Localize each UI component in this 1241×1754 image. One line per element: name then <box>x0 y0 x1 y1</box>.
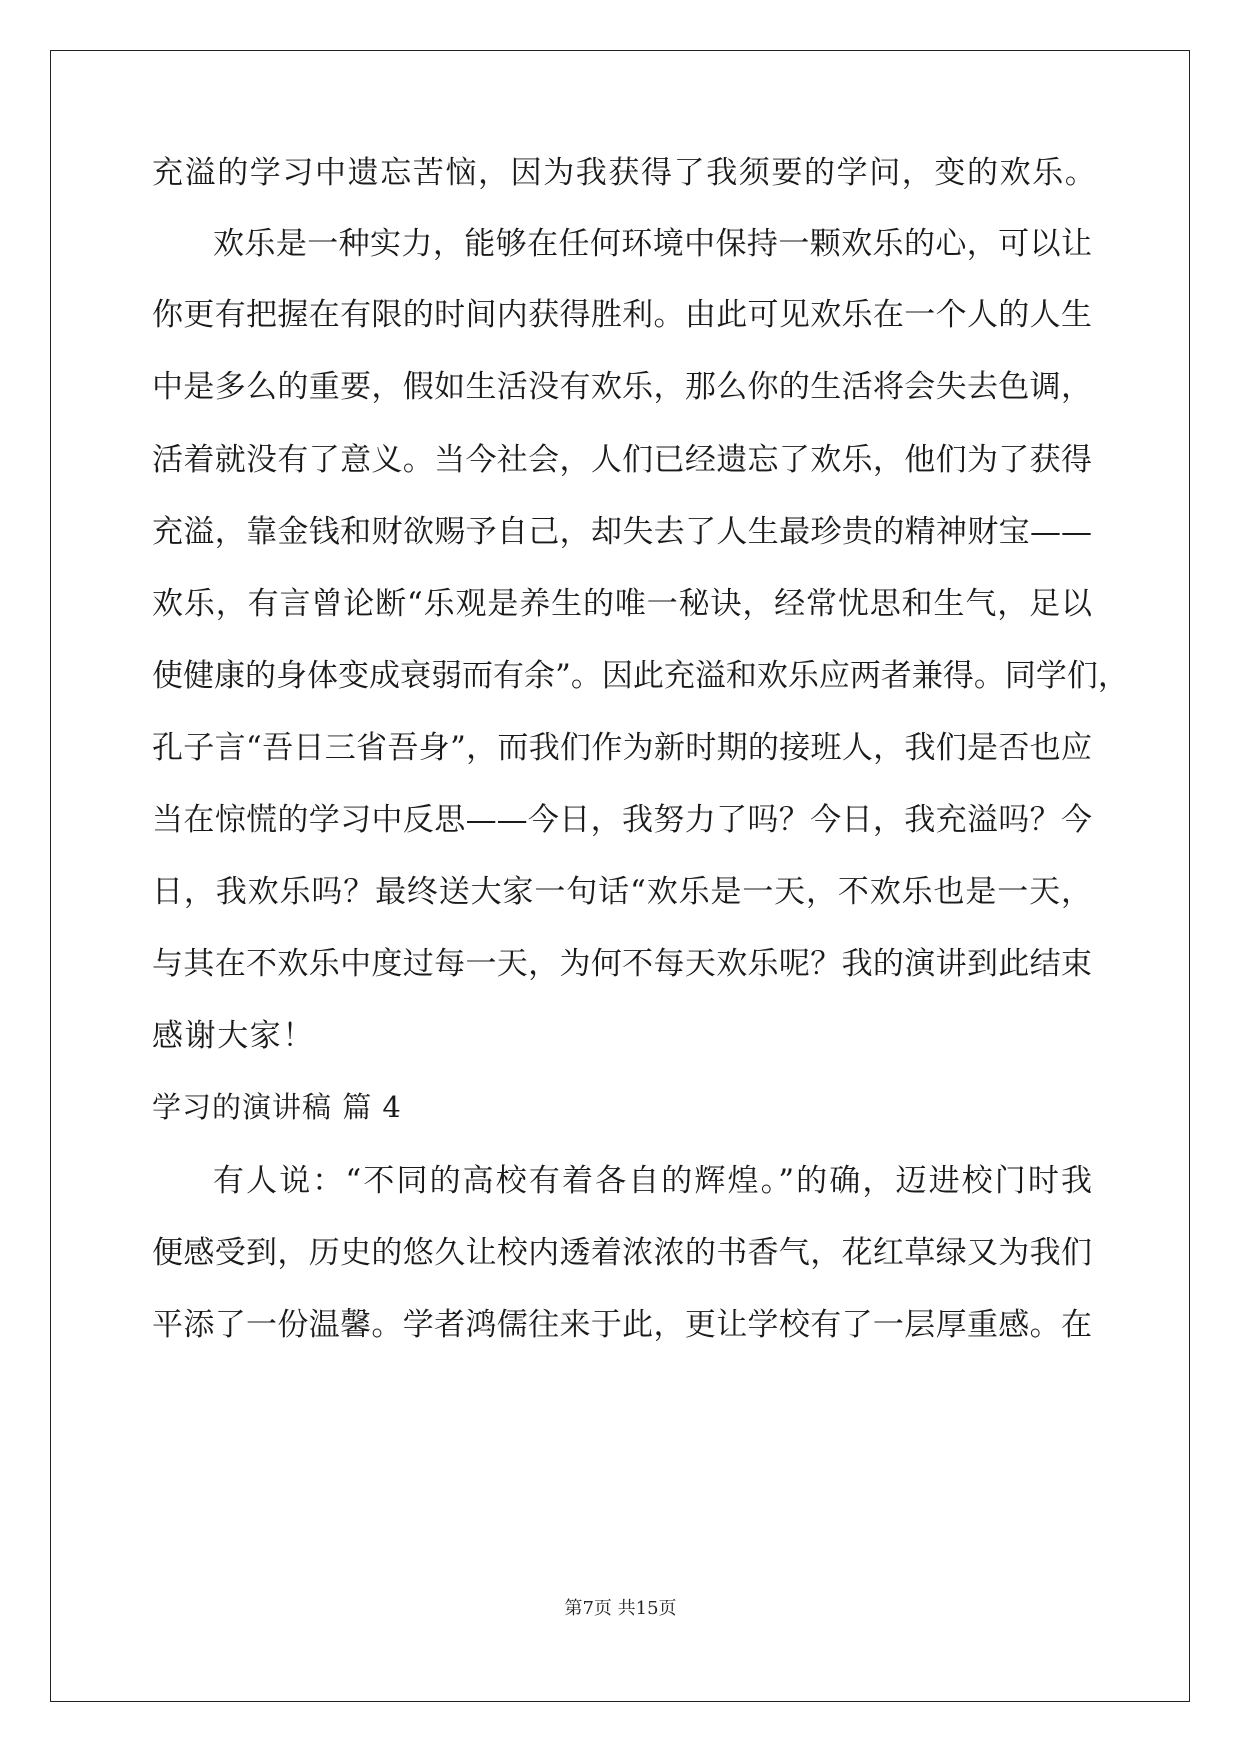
text-line: 充溢的学习中遗忘苦恼，因为我获得了我须要的学问，变的欢乐。 <box>152 155 1098 191</box>
text-line: 有人说：“不同的高校有着各自的辉煌。”的确，迈进校门时我 <box>213 1163 1092 1199</box>
text-line: 欢乐是一种实力，能够在任何环境中保持一颗欢乐的心，可以让 <box>213 226 1092 262</box>
text-line: 平添了一份温馨。学者鸿儒往来于此，更让学校有了一层厚重感。在 <box>152 1307 1092 1343</box>
text-line: 你更有把握在有限的时间内获得胜利。由此可见欢乐在一个人的人生 <box>152 297 1092 333</box>
text-line: 感谢大家！ <box>152 1018 315 1054</box>
text-line: 活着就没有了意义。当今社会，人们已经遗忘了欢乐，他们为了获得 <box>152 442 1092 478</box>
text-line: 当在惊慌的学习中反思——今日，我努力了吗？今日，我充溢吗？今 <box>152 802 1092 838</box>
page-number-footer: 第7页 共15页 <box>564 1598 677 1619</box>
text-line: 与其在不欢乐中度过每一天，为何不每天欢乐呢？我的演讲到此结束 <box>152 946 1092 982</box>
text-line: 使健康的身体变成衰弱而有余”。因此充溢和欢乐应两者兼得。同学们， <box>152 658 1129 694</box>
text-line: 中是多么的重要，假如生活没有欢乐，那么你的生活将会失去色调， <box>152 369 1092 405</box>
text-line: 便感受到，历史的悠久让校内透着浓浓的书香气，花红草绿又为我们 <box>152 1235 1092 1271</box>
text-line: 日，我欢乐吗？最终送大家一句话“欢乐是一天，不欢乐也是一天， <box>152 874 1092 910</box>
text-line: 充溢，靠金钱和财欲赐予自己，却失去了人生最珍贵的精神财宝—— <box>152 514 1092 550</box>
section-heading: 学习的演讲稿 篇 4 <box>152 1090 402 1124</box>
text-line: 孔子言“吾日三省吾身”，而我们作为新时期的接班人，我们是否也应 <box>152 730 1092 766</box>
text-line: 欢乐，有言曾论断“乐观是养生的唯一秘诀，经常忧思和生气，足以 <box>152 586 1092 622</box>
